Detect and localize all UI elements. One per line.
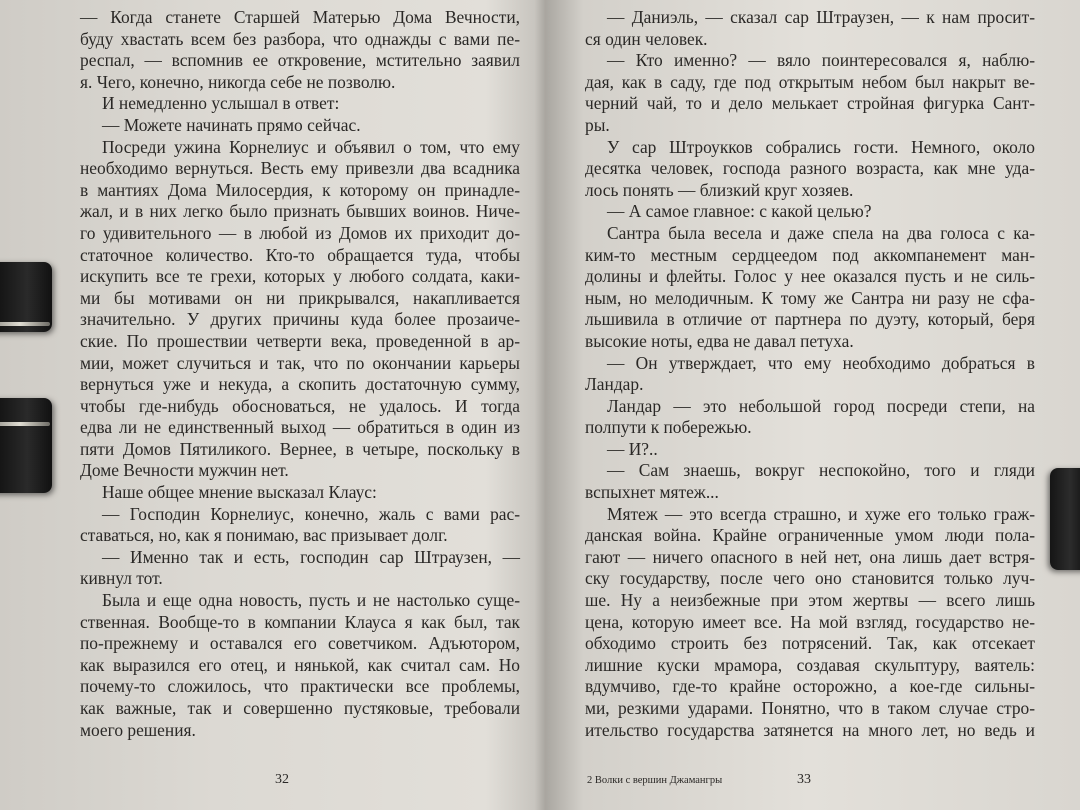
text-line: льшивила в отличие от партнера по дуэту, который, беря bbox=[585, 309, 1035, 330]
right-page-text bbox=[585, 7, 1035, 741]
text-line: дая, как в саду, где под открытым небом был накрыт ве- bbox=[585, 71, 1035, 92]
text-line: го удивительного — в любой из Домов их приходит до- bbox=[80, 222, 520, 243]
text-line: — Сам знаешь, вокруг неспокойно, того и гляди bbox=[607, 460, 1035, 481]
clip-wire bbox=[0, 422, 50, 426]
text-line: ми бы мотивами он ни прикрывался, накапливается bbox=[80, 287, 520, 308]
text-line: кивнул тот. bbox=[80, 568, 163, 589]
text-line: полпути к побережью. bbox=[585, 417, 752, 438]
text-line: вдумчиво, где-то крайне осторожно, а кое-где сильны- bbox=[585, 676, 1035, 697]
text-line: Была и еще одна новость, пусть и не настолько суще- bbox=[102, 590, 520, 611]
text-line: буду хвастать всем без разбора, что однажды с вами пе- bbox=[80, 28, 520, 49]
text-line: мии, может случиться и так, что по окончании карьеры bbox=[80, 352, 520, 373]
text-line: я. Чего, конечно, никогда себе не позволю. bbox=[80, 71, 396, 92]
text-line: — Господин Корнелиус, конечно, жаль с вами рас- bbox=[102, 503, 520, 524]
text-line: — И?.. bbox=[607, 438, 658, 459]
text-line: Сантра была весела и даже спела на два голоса с ка- bbox=[607, 222, 1035, 243]
left-page-text bbox=[80, 7, 520, 741]
text-line: искупить все те грехи, которых у любого солдата, каки- bbox=[80, 266, 520, 287]
text-line: Ландар. bbox=[585, 374, 644, 395]
text-line: — Кто именно? — вяло поинтересовался я, наблю- bbox=[607, 50, 1035, 71]
text-line: как выразился его отец, и нянькой, как считал сам. Но bbox=[80, 654, 520, 675]
text-line: ры. bbox=[585, 114, 610, 135]
text-line: гают — ничего опасного в ней нет, она лишь дает встря- bbox=[585, 546, 1035, 567]
text-line: ным, но мелодичным. К тому же Сантра ни разу не сфа- bbox=[585, 287, 1035, 308]
text-line: У сар Штроукков собрались гости. Немного, около bbox=[607, 136, 1035, 157]
text-line: вернуться уже и некуда, а скопить достаточную сумму, bbox=[80, 374, 520, 395]
text-line: Доме Вечности мужчин нет. bbox=[80, 460, 289, 481]
text-line: долины и флейты. Голос у нее оказался пусть и не силь- bbox=[585, 266, 1035, 287]
text-line: высокие ноты, едва не давал петуха. bbox=[585, 330, 854, 351]
text-line: чтобы где-нибудь обосноваться, не удалось. И тогда bbox=[80, 395, 520, 416]
right-page bbox=[545, 0, 1080, 810]
text-line: — Можете начинать прямо сейчас. bbox=[102, 114, 361, 135]
text-line: ми, резкими ударами. Понятно, что в таком случае стро- bbox=[585, 698, 1035, 718]
text-line: ставаться, но, как я понимаю, вас призывает долг. bbox=[80, 525, 448, 546]
text-line: цена, которую имеет все. На мой взгляд, государство не- bbox=[585, 611, 1035, 632]
binder-clip-top bbox=[0, 262, 52, 332]
text-line: почему-то сложилось, что практически все проблемы, bbox=[80, 676, 520, 697]
text-line: ким-то местным сердцеедом под аккомпанемент ман- bbox=[585, 244, 1035, 265]
text-line: И немедленно услышал в ответ: bbox=[102, 93, 340, 114]
page-number: 32 bbox=[275, 772, 289, 787]
text-line: Наше общее мнение высказал Клаус: bbox=[102, 482, 377, 503]
text-line: по-прежнему и оставался его советчиком. Адъютором, bbox=[80, 633, 520, 654]
text-line: — Он утверждает, что ему необходимо добраться в bbox=[607, 352, 1035, 373]
binder-clip-bottom bbox=[0, 398, 52, 493]
text-line: статочное количество. Кто-то обращается туда, чтобы bbox=[80, 244, 520, 265]
page-number: 33 bbox=[797, 772, 811, 787]
text-line: — Когда станете Старшей Матерью Дома Вечности, bbox=[80, 7, 520, 27]
text-line: — Даниэль, — сказал сар Штраузен, — к нам просит- bbox=[607, 7, 1035, 27]
text-line: в мантиях Дома Милосердия, к которому он принадле- bbox=[80, 179, 520, 200]
text-line: — А самое главное: с какой целью? bbox=[607, 201, 872, 222]
clip-wire bbox=[0, 322, 50, 326]
text-line: необходимо вернуться. Весть ему привезли два всадника bbox=[80, 158, 520, 179]
text-line: ше. Ну а неизбежные при этом жертвы — всего лишь bbox=[585, 590, 1035, 611]
binder-clip-right bbox=[1050, 468, 1080, 570]
text-line: Посреди ужина Корнелиус и объявил о том, что ему bbox=[102, 136, 520, 157]
text-line: лось понять — близкий круг хозяев. bbox=[585, 179, 854, 200]
text-line: жал, и в них легко было признать бывших воинов. Ниче- bbox=[80, 201, 520, 222]
text-line: едва ли не единственный выход — обратиться в один из bbox=[80, 417, 520, 438]
text-line: обходимо строить без потрясений. Так, как отсекает bbox=[585, 633, 1035, 654]
text-line: ску государству, после чего оно становится только луч- bbox=[585, 568, 1035, 589]
text-line: данская война. Крайне ограниченные умом люди пола- bbox=[585, 525, 1035, 546]
text-line: моего решения. bbox=[80, 719, 196, 740]
text-line: ся один человек. bbox=[585, 28, 708, 49]
text-line: черний чай, то и дело мелькает стройная фигурка Сант- bbox=[585, 93, 1035, 114]
text-line: десятка человек, господа разного возраста, как мне уда- bbox=[585, 158, 1035, 179]
text-line: как важные, так и совершенно пустяковые, требовали bbox=[80, 698, 520, 718]
text-line: пяти Домов Пятиликого. Вернее, в четыре, поскольку в bbox=[80, 438, 520, 459]
text-line: Мятеж — это всегда страшно, и хуже его только граж- bbox=[607, 503, 1035, 524]
text-line: лишние куски мрамора, создавая скульптуру, ваятель: bbox=[585, 654, 1035, 675]
text-line: ственная. Вообще-то в компании Клауса я как был, так bbox=[80, 611, 520, 632]
text-line: ские. По прошествии четверти века, проведенной в ар- bbox=[80, 330, 520, 351]
text-line: — Именно так и есть, господин сар Штраузен, — bbox=[102, 546, 520, 567]
text-line: респал, — вспомнив ее откровение, мстительно заявил bbox=[80, 50, 520, 71]
text-line: Ландар — это небольшой город посреди степи, на bbox=[607, 395, 1035, 416]
text-line: значительно. У других причины куда более прозаиче- bbox=[80, 309, 520, 330]
text-line: вспыхнет мятеж... bbox=[585, 482, 719, 503]
text-line: ительство государства затянется на много лет, но ведь и bbox=[585, 719, 1035, 740]
signature-mark: 2 Волки с вершин Джамангры bbox=[587, 775, 723, 786]
